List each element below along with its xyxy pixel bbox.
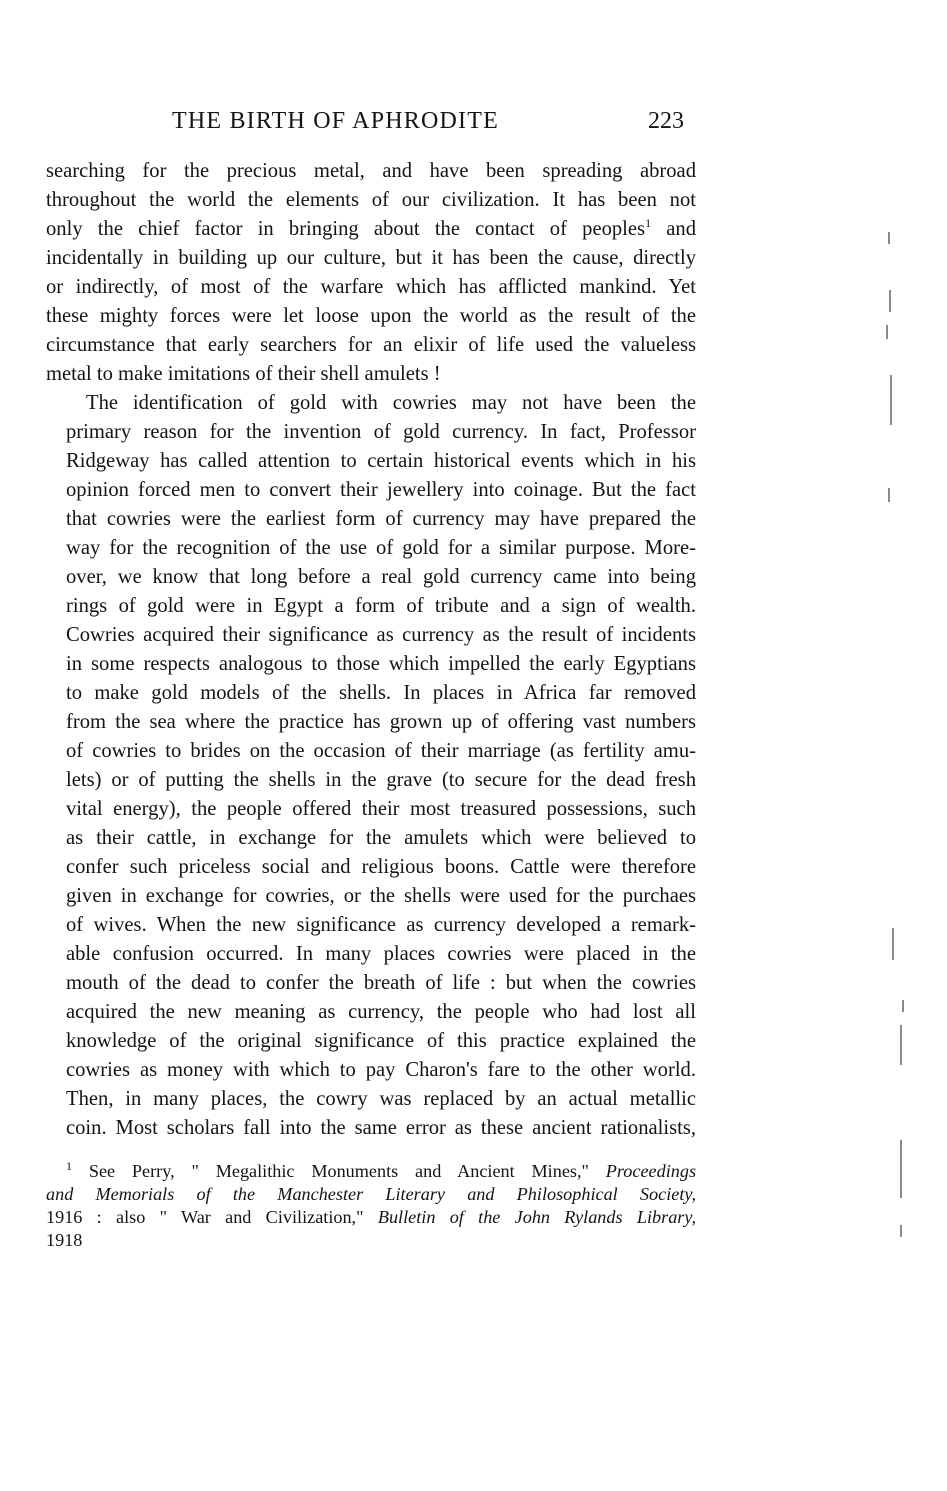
text-line: these mighty forces were let loose upon the world as the result of the	[46, 305, 696, 327]
text-line: confer such priceless social and religious boons. Cattle were therefore	[66, 856, 696, 878]
text-line: way for the recognition of the use of gold for a similar purpose. More-	[66, 537, 696, 559]
text-line-content: only the chief factor in bringing about the contact of peoples	[46, 218, 646, 240]
page-header	[172, 108, 692, 142]
footnote-marker: 1	[66, 1158, 72, 1173]
text-line: coin. Most scholars fall into the same error as these ancient rationalists,	[66, 1117, 696, 1139]
footnote-title: Proceedings	[605, 1161, 697, 1181]
text-line: or indirectly, of most of the warfare which has afflicted mankind. Yet	[46, 276, 696, 298]
text-line: mouth of the dead to confer the breath of life : but when the cowries	[66, 972, 696, 994]
text-line: to make gold models of the shells. In places in Africa far removed	[66, 682, 696, 704]
text-line: in some respects analogous to those which impelled the early Egyptians	[66, 653, 696, 675]
text-line: circumstance that early searchers for an elixir of life used the valueless	[46, 334, 696, 356]
text-line: able confusion occurred. In many places cowries were placed in the	[66, 943, 696, 965]
text-line: vital energy), the people offered their most treasured possessions, such	[66, 798, 696, 820]
footnote-line	[46, 1160, 696, 1183]
text-line: as their cattle, in exchange for the amulets which were believed to	[66, 827, 696, 849]
footnote-line: 1918	[46, 1230, 83, 1250]
text-line: metal to make imitations of their shell amulets !	[46, 363, 441, 385]
text-line: Then, in many places, the cowry was replaced by an actual metallic	[66, 1088, 696, 1110]
text-line: of wives. When the new significance as currency developed a remark-	[66, 914, 696, 936]
text-line: lets) or of putting the shells in the grave (to secure for the dead fresh	[66, 769, 696, 791]
text-line: that cowries were the earliest form of currency may have prepared the	[66, 508, 696, 530]
footnote-line	[46, 1183, 696, 1206]
paragraph-1	[46, 157, 696, 389]
paragraph-2	[46, 389, 696, 1143]
text-line: cowries as money with which to pay Charon's fare to the other world.	[66, 1059, 696, 1081]
text-line: over, we know that long before a real gold currency came into being	[66, 566, 696, 588]
text-line: knowledge of the original significance of this practice explained the	[66, 1030, 696, 1052]
text-line: primary reason for the invention of gold currency. In fact, Professor	[66, 421, 696, 443]
footnote-text: 1916 : also " War and Civilization,"	[46, 1207, 364, 1227]
text-line: opinion forced men to convert their jewellery into coinage. But the fact	[66, 479, 696, 501]
text-line-tail: and	[666, 218, 696, 240]
text-line: incidentally in building up our culture, but it has been the cause, directly	[46, 247, 696, 269]
running-head: THE BIRTH OF APHRODITE	[172, 108, 499, 134]
footnote-title: and Memorials of the Manchester Literary and Philosophical Society,	[46, 1184, 696, 1204]
text-line: rings of gold were in Egypt a form of tribute and a sign of wealth.	[66, 595, 696, 617]
text-line: Cowries acquired their significance as currency as the result of incidents	[66, 624, 696, 646]
footnote-line	[46, 1206, 696, 1229]
text-line: acquired the new meaning as currency, the people who had lost all	[66, 1001, 696, 1023]
text-line: The identification of gold with cowries may not have been the	[86, 392, 696, 414]
footnote-title: Bulletin of the John Rylands Library,	[377, 1207, 696, 1227]
text-line: of cowries to brides on the occasion of their marriage (as fertility amu-	[66, 740, 696, 762]
text-line: given in exchange for cowries, or the shells were used for the purchaes	[66, 885, 696, 907]
text-line: from the sea where the practice has grown up of offering vast numbers	[66, 711, 696, 733]
text-line: Ridgeway has called attention to certain historical events which in his	[66, 450, 696, 472]
text-line-with-footnote-ref	[46, 215, 696, 244]
footnote-text: See Perry, " Megalithic Monuments and Ancient Mines,"	[88, 1161, 589, 1181]
page-number: 223	[648, 108, 684, 134]
text-line: throughout the world the elements of our civilization. It has been not	[46, 189, 696, 211]
text-line: searching for the precious metal, and have been spreading abroad	[46, 160, 696, 182]
body-text	[46, 157, 696, 1143]
footnote-ref-marker: 1	[645, 216, 652, 231]
footnote	[46, 1160, 696, 1252]
